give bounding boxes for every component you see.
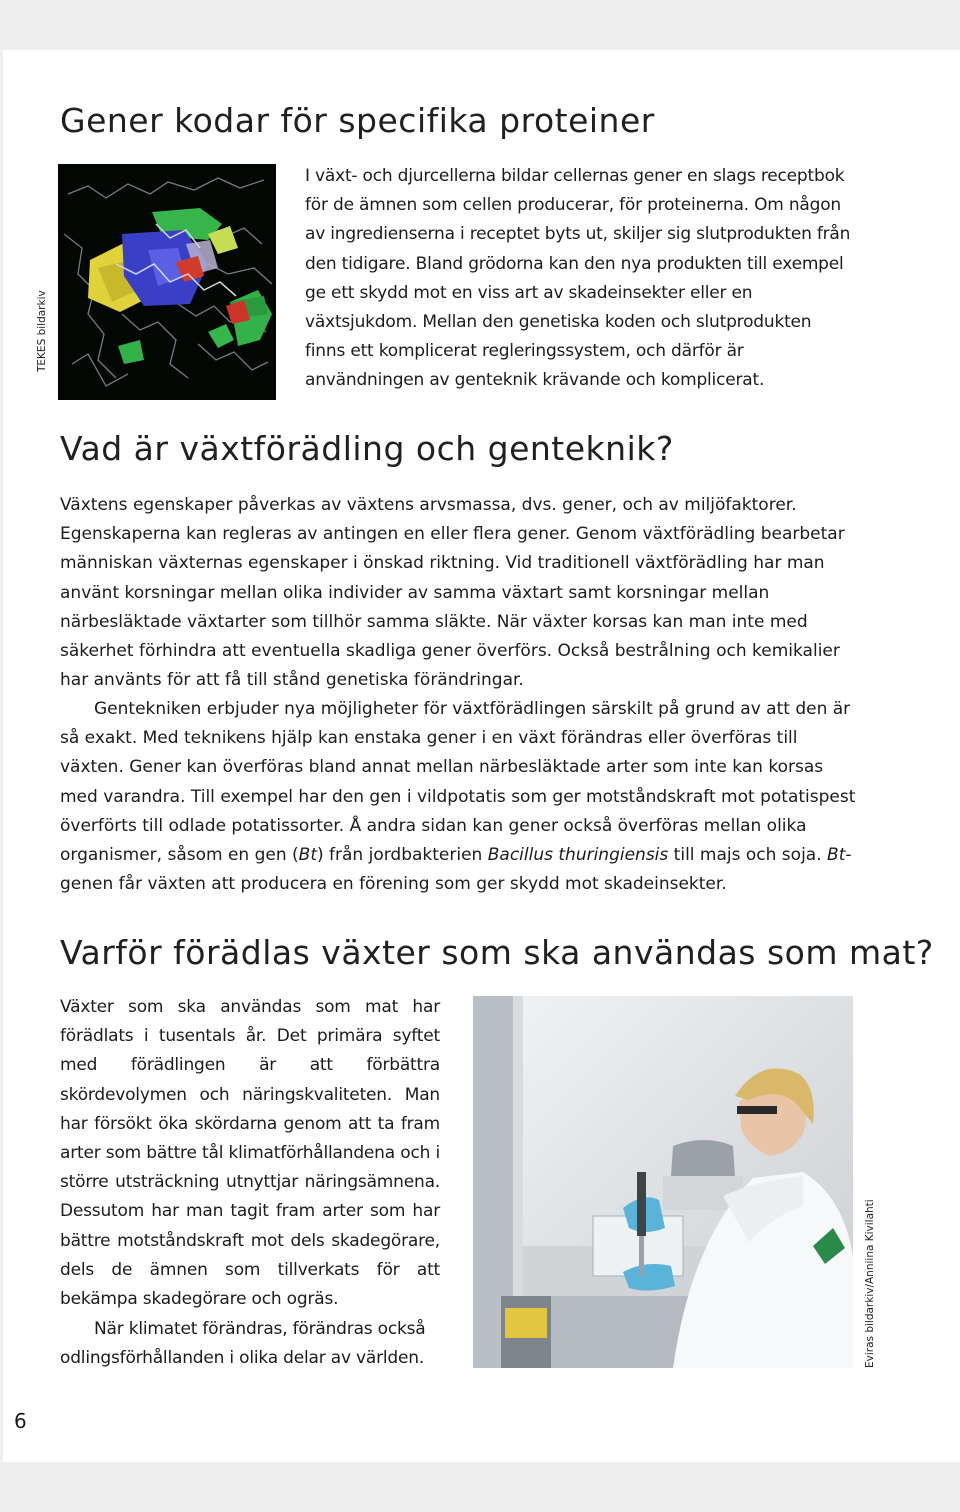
species-name: Bacillus thuringiensis <box>487 845 669 866</box>
breeding-paragraph-2-part-b: ) från jordbakterien <box>317 845 488 866</box>
breeding-paragraph-2-part-c: till majs och soja. <box>668 845 828 866</box>
molecule-illustration <box>58 164 276 400</box>
heading-food: Varför förädlas växter som ska användas som mat? <box>60 933 934 972</box>
breeding-paragraph-2-part-d: -genen får växten att producera en förening som ger skydd mot skadeinsekter. <box>60 845 852 895</box>
breeding-paragraph-1: Växtens egenskaper påverkas av växtens arvsmassa, dvs. gener, och av miljöfaktorer. Egenskaperna kan regleras av antingen en eller flera gener. Genom växtförädling bearbetar människan växternas egenskaper i önskad riktning. Vid traditionell växtförädling har man använt korsningar mellan olika individer av samma växtart samt korsningar mellan närbesläktade växtarter som tillhör samma släkte. När växter korsas kan man inte med säkerhet förhindra att eventuella skadliga gener överförs. Också bestrålning och kemikalier har använts för att få till stånd genetiska förändringar. <box>60 495 845 691</box>
food-paragraph-2: När klimatet förändras, förändras också odlingsförhållanden i olika delar av världen. <box>60 1319 426 1369</box>
heading-breeding: Vad är växtförädling och genteknik? <box>60 429 674 468</box>
heading-genes: Gener kodar för specifika proteiner <box>60 101 655 140</box>
lab-illustration <box>473 996 853 1368</box>
bt-term-2: Bt <box>827 845 846 866</box>
page-number: 6 <box>14 1409 27 1433</box>
molecule-photo-credit: TEKES bildarkiv <box>36 290 48 372</box>
genes-body: I växt- och djurcellerna bildar cellernas gener en slags receptbok för de ämnen som cellen producerar, för proteinerna. Om någon av ingredienserna i receptet byts ut, skiljer sig slutprodukten från den tidigare. Bland grödorna kan den nya produkten till exempel ge ett skydd mot en viss art av skadeinsekter eller en växtsjukdom. Mellan den genetiska koden och slutprodukten finns ett komplicerat regleringssystem, och därför är användningen av genteknik krävande och komplicerat. <box>305 166 851 391</box>
lab-photo-credit: Eviras bildarkiv/Anniina Kivilahti <box>864 1199 876 1368</box>
breeding-paragraph-2-part-a: Gentekniken erbjuder nya möjligheter för växtförädlingen särskilt på grund av att den är så exakt. Med teknikens hjälp kan enstaka gener i en växt förändras eller överföras till växten. Gener kan överföras bland annat mellan närbesläktade arter som inte kan korsas med varandra. Till exempel har den gen i vildpotatis som ger motståndskraft mot potatispest överförts till odlade potatissorter. Å andra sidan kan gener också överföras mellan olika organismer, såsom en gen ( <box>60 699 856 866</box>
food-paragraph-1: Växter som ska användas som mat har förädlats i tusentals år. Det primära syftet med förädlingen är att förbättra skördevolymen och näringskvaliteten. Man har försökt öka skördarna genom att ta fram arter som bättre tål klimatförhållandena och i större utsträckning utnyttjar näringsämnena. Dessutom har man tagit fram arter som har bättre motståndskraft mot dels skadegörare, dels de ämnen som tillverkats för att bekämpa skadegörare och ogräs. <box>60 997 440 1310</box>
breeding-paragraph-2 <box>60 695 856 899</box>
lab-photo <box>473 996 853 1368</box>
bt-term: Bt <box>298 845 317 866</box>
molecule-image <box>58 164 276 400</box>
